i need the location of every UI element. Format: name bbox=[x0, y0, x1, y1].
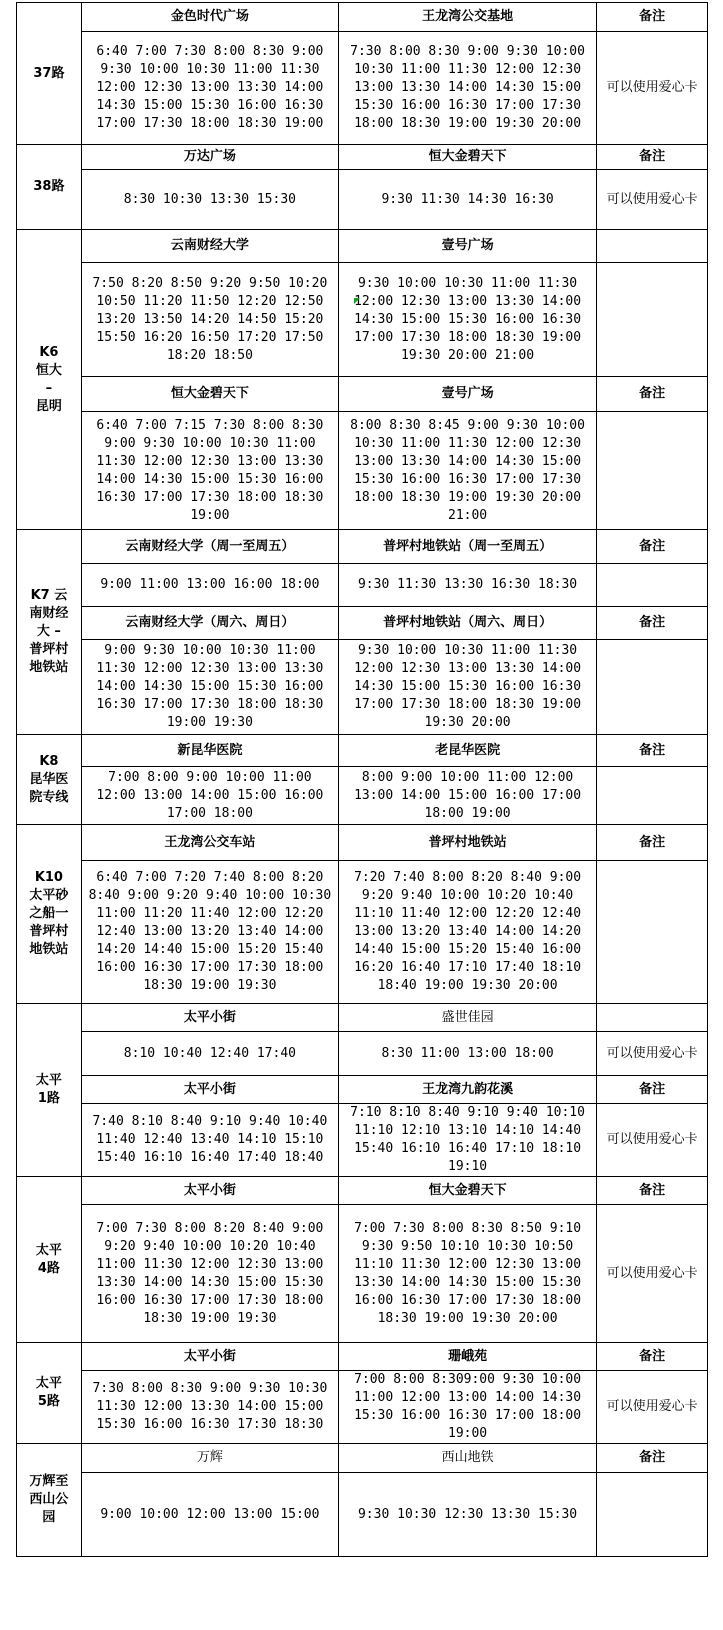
table-row bbox=[17, 1032, 708, 1076]
note-cell: 可以使用爱心卡 bbox=[597, 1205, 708, 1343]
text-line: 9:30 10:00 10:30 11:00 11:30 bbox=[357, 643, 578, 658]
text-line: 16:20 16:40 17:10 17:40 18:10 bbox=[354, 960, 582, 975]
text-line: 地铁站 bbox=[29, 942, 69, 957]
text-line: 之船一 bbox=[29, 906, 69, 921]
text-line: 11:30 12:00 12:30 13:00 13:30 bbox=[96, 453, 324, 469]
timetable-cell bbox=[81, 1473, 338, 1557]
text-line: 7:20 7:40 8:00 8:20 8:40 9:00 bbox=[354, 870, 582, 885]
note-header: 备注 bbox=[597, 1076, 708, 1104]
text-line: 10:50 11:20 11:50 12:20 12:50 bbox=[96, 293, 324, 309]
direction-header: 珊峨苑 bbox=[338, 1343, 596, 1371]
text-line: K8 bbox=[39, 753, 59, 769]
text-line: 11:00 11:30 12:00 12:30 13:00 bbox=[96, 1256, 324, 1272]
direction-header: 云南财经大学（周一至周五） bbox=[81, 530, 338, 564]
text-line: 7:40 8:10 8:40 9:10 9:40 10:40 bbox=[92, 1114, 328, 1129]
direction-header: 恒大金碧天下 bbox=[338, 145, 596, 170]
cell-marker-icon bbox=[354, 298, 360, 304]
text-line: 9:30 10:00 10:30 11:00 11:30 bbox=[100, 62, 320, 77]
timetable-cell bbox=[338, 861, 596, 1004]
timetable-cell bbox=[81, 1032, 338, 1076]
text-line: 15:30 16:00 16:30 17:00 18:00 bbox=[354, 1408, 582, 1423]
direction-header: 云南财经大学 bbox=[81, 230, 338, 263]
text-line: 16:00 16:30 17:00 17:30 18:00 bbox=[96, 1292, 324, 1308]
note-cell bbox=[597, 564, 708, 607]
direction-header: 太平小街 bbox=[81, 1177, 338, 1205]
table-row bbox=[17, 767, 708, 825]
text-line: 8:00 9:00 10:00 11:00 12:00 bbox=[361, 769, 574, 785]
direction-header: 太平小街 bbox=[81, 1343, 338, 1371]
text-line: 7:00 8:00 8:309:00 9:30 10:00 bbox=[354, 1372, 582, 1387]
text-line: 9:30 10:00 10:30 11:00 11:30 bbox=[357, 275, 578, 291]
table-row bbox=[17, 1177, 708, 1205]
note-cell bbox=[597, 767, 708, 825]
text-line: 大 – bbox=[36, 624, 61, 639]
text-line: 9:30 11:30 14:30 16:30 bbox=[381, 191, 554, 207]
note-cell: 可以使用爱心卡 bbox=[597, 1371, 708, 1444]
text-line: 19:10 bbox=[448, 1159, 488, 1174]
table-row bbox=[17, 145, 708, 170]
table-row bbox=[17, 263, 708, 377]
text-line: 14:30 15:00 15:30 16:00 16:30 bbox=[354, 679, 582, 694]
table-row bbox=[17, 564, 708, 607]
direction-header: 云南财经大学（周六、周日） bbox=[81, 607, 338, 640]
timetable-cell bbox=[81, 263, 338, 377]
text-line: 17:00 17:30 18:00 18:30 19:00 bbox=[354, 697, 582, 712]
table-row bbox=[17, 640, 708, 735]
note-header: 备注 bbox=[597, 607, 708, 640]
text-line: 15:30 16:00 16:30 17:30 18:30 bbox=[96, 1417, 324, 1432]
table-row bbox=[17, 1004, 708, 1032]
text-line: 9:30 9:50 10:10 10:30 10:50 bbox=[361, 1238, 574, 1254]
text-line: 9:30 11:30 13:30 16:30 18:30 bbox=[357, 577, 578, 592]
text-line: 19:00 bbox=[190, 507, 230, 523]
table-row bbox=[17, 1205, 708, 1343]
text-line: 14:30 15:00 15:30 16:00 16:30 bbox=[354, 311, 582, 327]
timetable-cell bbox=[81, 1104, 338, 1177]
route-name bbox=[17, 530, 82, 735]
table-row bbox=[17, 861, 708, 1004]
timetable-cell bbox=[338, 263, 596, 377]
text-line: 9:00 9:30 10:00 10:30 11:00 bbox=[104, 435, 316, 451]
text-line: 1路 bbox=[37, 1091, 60, 1106]
text-line: 18:00 18:30 19:00 19:30 20:00 bbox=[354, 489, 582, 505]
note-header: 备注 bbox=[597, 825, 708, 861]
text-line: 13:00 13:30 14:00 14:30 15:00 bbox=[354, 80, 582, 95]
note-header bbox=[597, 1004, 708, 1032]
text-line: 8:30 11:00 13:00 18:00 bbox=[381, 1045, 554, 1061]
text-line: 18:40 19:00 19:30 20:00 bbox=[377, 978, 558, 993]
note-header: 备注 bbox=[597, 145, 708, 170]
note-header: 备注 bbox=[597, 1177, 708, 1205]
direction-header: 太平小街 bbox=[81, 1076, 338, 1104]
text-line: 14:40 15:00 15:20 15:40 16:00 bbox=[354, 942, 582, 957]
note-header: 备注 bbox=[597, 377, 708, 412]
text-line: 9:00 9:30 10:00 10:30 11:00 bbox=[104, 643, 316, 658]
text-line: 19:30 20:00 bbox=[424, 715, 511, 730]
text-line: 17:00 18:00 bbox=[166, 805, 253, 821]
text-line: 15:40 16:10 16:40 17:10 18:10 bbox=[354, 1141, 582, 1156]
text-line: 13:00 14:00 15:00 16:00 17:00 bbox=[354, 787, 582, 803]
text-line: 恒大 bbox=[35, 362, 62, 378]
note-cell bbox=[597, 1473, 708, 1557]
text-line: 9:00 10:00 12:00 13:00 15:00 bbox=[100, 1506, 320, 1522]
route-name bbox=[17, 825, 82, 1004]
text-line: 12:00 12:30 13:00 13:30 14:00 bbox=[354, 293, 582, 309]
text-line: K7 云 bbox=[30, 588, 68, 603]
route-name bbox=[17, 1343, 82, 1444]
timetable-cell bbox=[81, 767, 338, 825]
text-line: 10:30 11:00 11:30 12:00 12:30 bbox=[354, 62, 582, 77]
text-line: 8:00 8:30 8:45 9:00 9:30 10:00 bbox=[350, 417, 585, 433]
text-line: 11:30 12:00 12:30 13:00 13:30 bbox=[96, 661, 324, 676]
text-line: 11:10 12:10 13:10 14:10 14:40 bbox=[354, 1123, 582, 1138]
table-row bbox=[17, 412, 708, 530]
direction-header: 王龙湾九韵花溪 bbox=[338, 1076, 596, 1104]
table-row bbox=[17, 1444, 708, 1473]
direction-header: 壹号广场 bbox=[338, 377, 596, 412]
text-line: 11:00 12:00 13:00 14:00 14:30 bbox=[354, 1390, 582, 1405]
table-row bbox=[17, 32, 708, 145]
timetable-cell bbox=[81, 1371, 338, 1444]
timetable-cell bbox=[81, 32, 338, 145]
text-line: 6:40 7:00 7:15 7:30 8:00 8:30 bbox=[96, 417, 324, 433]
note-cell bbox=[597, 640, 708, 735]
table-row bbox=[17, 825, 708, 861]
text-line: 12:40 13:00 13:20 13:40 14:00 bbox=[96, 924, 324, 939]
text-line: 19:00 19:30 bbox=[166, 715, 253, 730]
text-line: 18:00 18:30 19:00 19:30 20:00 bbox=[354, 116, 582, 131]
timetable-cell bbox=[338, 1104, 596, 1177]
table-row bbox=[17, 530, 708, 564]
text-line: 14:30 15:00 15:30 16:00 16:30 bbox=[96, 98, 324, 113]
direction-header: 盛世佳园 bbox=[338, 1004, 596, 1032]
timetable-container bbox=[16, 2, 708, 1557]
bus-timetable bbox=[16, 2, 708, 1557]
direction-header: 金色时代广场 bbox=[81, 3, 338, 32]
text-line: 园 bbox=[42, 1510, 56, 1525]
direction-header: 万达广场 bbox=[81, 145, 338, 170]
text-line: 9:30 10:30 12:30 13:30 15:30 bbox=[357, 1506, 578, 1522]
text-line: 16:00 16:30 17:00 17:30 18:00 bbox=[354, 1292, 582, 1308]
text-line: 7:10 8:10 8:40 9:10 9:40 10:10 bbox=[350, 1105, 585, 1120]
text-line: K6 bbox=[39, 344, 59, 360]
route-name: 37路 bbox=[17, 3, 82, 145]
note-header: 备注 bbox=[597, 530, 708, 564]
text-line: 18:20 18:50 bbox=[166, 347, 253, 363]
direction-header: 普坪村地铁站 bbox=[338, 825, 596, 861]
direction-header: 西山地铁 bbox=[338, 1444, 596, 1473]
table-row bbox=[17, 1343, 708, 1371]
note-cell: 可以使用爱心卡 bbox=[597, 1032, 708, 1076]
timetable-cell bbox=[338, 640, 596, 735]
route-name bbox=[17, 1177, 82, 1343]
text-line: 17:00 17:30 18:00 18:30 19:00 bbox=[96, 116, 324, 131]
table-row bbox=[17, 607, 708, 640]
text-line: 8:40 9:00 9:20 9:40 10:00 10:30 bbox=[88, 888, 332, 903]
text-line: 16:30 17:00 17:30 18:00 18:30 bbox=[96, 697, 324, 712]
timetable-cell bbox=[338, 32, 596, 145]
timetable-cell bbox=[81, 564, 338, 607]
route-name bbox=[17, 230, 82, 530]
direction-header: 普坪村地铁站（周一至周五） bbox=[338, 530, 596, 564]
text-line: 9:20 9:40 10:00 10:20 10:40 bbox=[104, 1238, 316, 1254]
text-line: K10 bbox=[34, 870, 63, 885]
text-line: 7:30 8:00 8:30 9:00 9:30 10:30 bbox=[92, 1381, 328, 1396]
note-cell bbox=[597, 861, 708, 1004]
direction-header: 恒大金碧天下 bbox=[338, 1177, 596, 1205]
timetable-cell bbox=[338, 767, 596, 825]
note-header: 备注 bbox=[597, 735, 708, 767]
text-line: 7:00 7:30 8:00 8:30 8:50 9:10 bbox=[354, 1220, 582, 1236]
text-line: 18:30 19:00 19:30 bbox=[143, 978, 277, 993]
text-line: – bbox=[45, 380, 53, 396]
text-line: 地铁站 bbox=[29, 660, 69, 675]
text-line: 5路 bbox=[37, 1394, 60, 1409]
text-line: 西山公 bbox=[29, 1492, 69, 1507]
text-line: 普坪村 bbox=[29, 924, 69, 939]
note-cell: 可以使用爱心卡 bbox=[597, 32, 708, 145]
text-line: 13:30 14:00 14:30 15:00 15:30 bbox=[96, 1274, 324, 1290]
text-line: 12:00 12:30 13:00 13:30 14:00 bbox=[354, 661, 582, 676]
text-line: 9:20 9:40 10:00 10:20 10:40 bbox=[361, 888, 574, 903]
text-line: 昆明 bbox=[35, 398, 62, 414]
text-line: 6:40 7:00 7:30 8:00 8:30 9:00 bbox=[96, 44, 324, 59]
text-line: 4路 bbox=[37, 1260, 60, 1276]
timetable-cell bbox=[338, 412, 596, 530]
text-line: 21:00 bbox=[448, 507, 488, 523]
text-line: 太平 bbox=[35, 1242, 62, 1258]
direction-header: 王龙湾公交基地 bbox=[338, 3, 596, 32]
text-line: 16:30 17:00 17:30 18:00 18:30 bbox=[96, 489, 324, 505]
text-line: 14:00 14:30 15:00 15:30 16:00 bbox=[96, 679, 324, 694]
text-line: 院专线 bbox=[29, 789, 69, 805]
text-line: 太平 bbox=[35, 1073, 62, 1088]
text-line: 18:00 19:00 bbox=[424, 805, 511, 821]
timetable-cell bbox=[338, 564, 596, 607]
table-row bbox=[17, 230, 708, 263]
table-row bbox=[17, 735, 708, 767]
text-line: 14:20 14:40 15:00 15:20 15:40 bbox=[96, 942, 324, 957]
timetable-cell bbox=[338, 1371, 596, 1444]
text-line: 太平砂 bbox=[29, 888, 69, 903]
note-header bbox=[597, 230, 708, 263]
text-line: 14:00 14:30 15:00 15:30 16:00 bbox=[96, 471, 324, 487]
text-line: 15:40 16:10 16:40 17:40 18:40 bbox=[96, 1150, 324, 1165]
route-name bbox=[17, 735, 82, 825]
text-line: 12:00 13:00 14:00 15:00 16:00 bbox=[96, 787, 324, 803]
text-line: 17:00 17:30 18:00 18:30 19:00 bbox=[354, 329, 582, 345]
text-line: 15:30 16:00 16:30 17:00 17:30 bbox=[354, 471, 582, 487]
text-line: 12:00 12:30 13:00 13:30 14:00 bbox=[96, 80, 324, 95]
text-line: 7:00 8:00 9:00 10:00 11:00 bbox=[108, 769, 312, 785]
route-name bbox=[17, 1004, 82, 1177]
text-line: 11:30 12:00 13:30 14:00 15:00 bbox=[96, 1399, 324, 1414]
direction-header: 王龙湾公交车站 bbox=[81, 825, 338, 861]
note-cell: 可以使用爱心卡 bbox=[597, 170, 708, 230]
text-line: 13:30 14:00 14:30 15:00 15:30 bbox=[354, 1274, 582, 1290]
text-line: 11:00 11:20 11:40 12:00 12:20 bbox=[96, 906, 324, 921]
direction-header: 新昆华医院 bbox=[81, 735, 338, 767]
text-line: 11:10 11:30 12:00 12:30 13:00 bbox=[354, 1256, 582, 1272]
timetable-cell bbox=[81, 1205, 338, 1343]
text-line: 10:30 11:00 11:30 12:00 12:30 bbox=[354, 435, 582, 451]
route-name bbox=[17, 1444, 82, 1557]
timetable-cell bbox=[81, 412, 338, 530]
direction-header: 壹号广场 bbox=[338, 230, 596, 263]
timetable-cell bbox=[81, 640, 338, 735]
text-line: 6:40 7:00 7:20 7:40 8:00 8:20 bbox=[96, 870, 324, 885]
text-line: 8:10 10:40 12:40 17:40 bbox=[123, 1045, 296, 1061]
text-line: 7:00 7:30 8:00 8:20 8:40 9:00 bbox=[96, 1220, 324, 1236]
timetable-cell bbox=[81, 170, 338, 230]
note-header: 备注 bbox=[597, 1444, 708, 1473]
direction-header: 普坪村地铁站（周六、周日） bbox=[338, 607, 596, 640]
timetable-cell bbox=[81, 861, 338, 1004]
note-header: 备注 bbox=[597, 1343, 708, 1371]
direction-header: 太平小街 bbox=[81, 1004, 338, 1032]
timetable-cell bbox=[338, 1205, 596, 1343]
table-row bbox=[17, 1104, 708, 1177]
text-line: 昆华医 bbox=[29, 771, 69, 787]
text-line: 15:50 16:20 16:50 17:20 17:50 bbox=[96, 329, 324, 345]
text-line: 19:00 bbox=[448, 1426, 488, 1441]
direction-header: 万辉 bbox=[81, 1444, 338, 1473]
table-row bbox=[17, 170, 708, 230]
table-row bbox=[17, 377, 708, 412]
text-line: 11:40 12:40 13:40 14:10 15:10 bbox=[96, 1132, 324, 1147]
text-line: 普坪村 bbox=[29, 642, 69, 657]
text-line: 7:30 8:00 8:30 9:00 9:30 10:00 bbox=[350, 44, 585, 59]
note-cell: 可以使用爱心卡 bbox=[597, 1104, 708, 1177]
text-line: 13:00 13:20 13:40 14:00 14:20 bbox=[354, 924, 582, 939]
text-line: 7:50 8:20 8:50 9:20 9:50 10:20 bbox=[92, 275, 328, 291]
text-line: 16:00 16:30 17:00 17:30 18:00 bbox=[96, 960, 324, 975]
table-row bbox=[17, 1076, 708, 1104]
text-line: 19:30 20:00 21:00 bbox=[401, 347, 535, 363]
timetable-cell bbox=[338, 170, 596, 230]
direction-header: 恒大金碧天下 bbox=[81, 377, 338, 412]
text-line: 11:10 11:40 12:00 12:20 12:40 bbox=[354, 906, 582, 921]
text-line: 18:30 19:00 19:30 20:00 bbox=[377, 1310, 558, 1326]
table-row bbox=[17, 3, 708, 32]
text-line: 15:30 16:00 16:30 17:00 17:30 bbox=[354, 98, 582, 113]
text-line: 太平 bbox=[35, 1376, 62, 1391]
note-cell bbox=[597, 412, 708, 530]
text-line: 18:30 19:00 19:30 bbox=[143, 1310, 277, 1326]
direction-header: 老昆华医院 bbox=[338, 735, 596, 767]
timetable-cell bbox=[338, 1473, 596, 1557]
timetable-cell bbox=[338, 1032, 596, 1076]
text-line: 13:00 13:30 14:00 14:30 15:00 bbox=[354, 453, 582, 469]
note-header: 备注 bbox=[597, 3, 708, 32]
text-line: 南财经 bbox=[29, 606, 69, 621]
text-line: 13:20 13:50 14:20 14:50 15:20 bbox=[96, 311, 324, 327]
table-row bbox=[17, 1371, 708, 1444]
route-name: 38路 bbox=[17, 145, 82, 230]
text-line: 9:00 11:00 13:00 16:00 18:00 bbox=[100, 577, 320, 592]
text-line: 万辉至 bbox=[29, 1474, 69, 1489]
note-cell bbox=[597, 263, 708, 377]
text-line: 8:30 10:30 13:30 15:30 bbox=[123, 191, 296, 207]
table-row bbox=[17, 1473, 708, 1557]
